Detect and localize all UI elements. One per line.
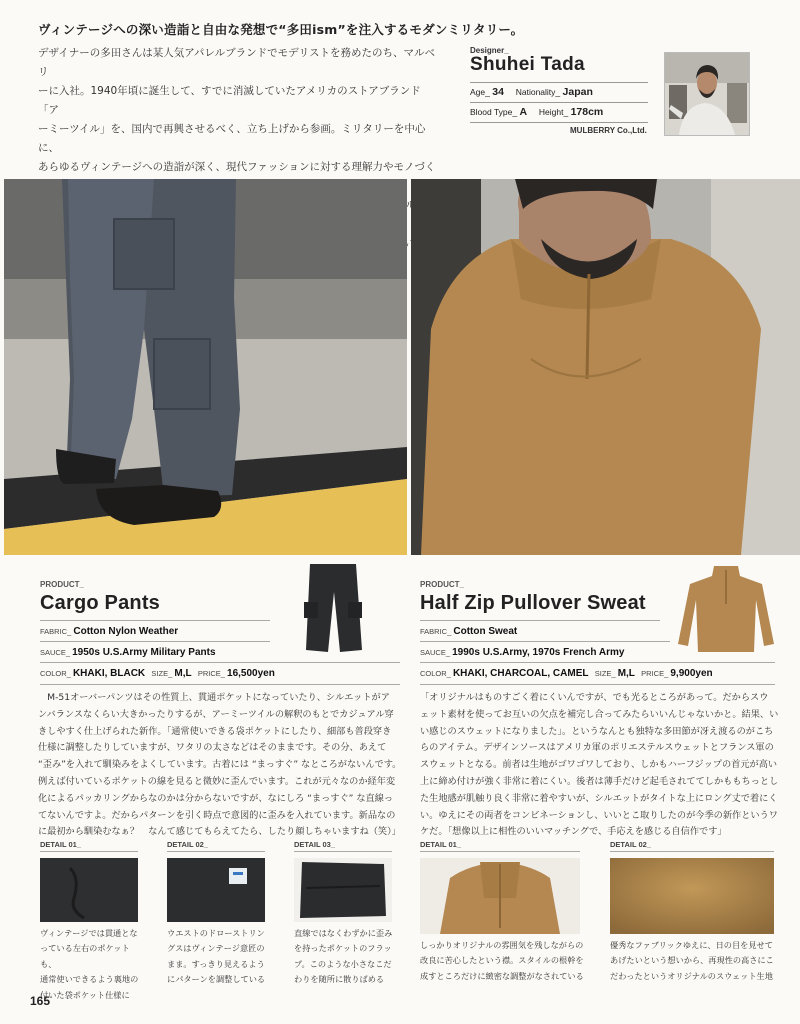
cargo-spec-block	[40, 620, 275, 688]
detail-caption	[610, 938, 786, 986]
height-label: Height_	[538, 107, 569, 117]
detail-photo-drawstring	[167, 858, 265, 922]
body-line: M-51オーバーパンツはその性質上、貫通ポケットになっていたり、シルエットがア	[38, 692, 390, 703]
sauce-row	[40, 641, 270, 663]
color-size-price-row	[420, 662, 775, 685]
blood-value: A	[519, 106, 528, 118]
detail-photo-flap	[294, 858, 392, 922]
designer-card	[470, 46, 650, 135]
card-divider	[470, 122, 648, 124]
price-value: 16,500yen	[227, 668, 275, 679]
color-label: COLOR_	[420, 669, 451, 678]
caption-line: あげたいという想いから、再現性の高さにこ	[610, 955, 774, 966]
body-line: 化によるパッカリングからなのかは分からないですが、なにしろ “まっすぐ” な直線っ	[38, 792, 394, 804]
blood-label: Blood Type_	[470, 107, 518, 117]
caption-line: まま。すっきり見えるよう	[167, 958, 265, 969]
designer-age-row	[470, 82, 648, 98]
age-label: Age_	[470, 87, 490, 97]
color-value: KHAKI, BLACK	[72, 668, 146, 679]
half-zip-sweat-photo	[411, 179, 800, 555]
body-line: 上に締め付けが強く非常に着にくい。後者は薄手だけど起毛されててしかももちっとし	[420, 775, 779, 787]
color-value: KHAKI, CHARCOAL, CAMEL	[452, 668, 589, 679]
body-line: スウェットとなる。前者は生地がゴワゴワしており、しかもハーフジップの首元が高い	[420, 759, 778, 771]
intro-line: あらゆるヴィンテージへの造詣が深く、現代ファッションに対する理解力やモノづく	[38, 161, 436, 173]
sauce-label: SAUCE_	[420, 648, 451, 657]
detail-photo-collar	[420, 858, 580, 934]
product-name: Cargo Pants	[40, 592, 161, 614]
caption-line: 直線ではなくわずかに歪み	[294, 928, 393, 938]
detail-label: DETAIL 01_	[420, 840, 580, 852]
detail-caption	[40, 926, 140, 1000]
sweat-description	[420, 690, 782, 841]
caption-line: っている左右のポケットも、	[40, 943, 130, 969]
caption-line: プ。このような小さなこだ	[294, 958, 392, 969]
fabric-row	[40, 620, 270, 642]
height-value: 178cm	[570, 106, 604, 118]
body-line: い。ゆえにその両者をコンビネーションし、いいとこ取りしたのが今季の新作というワ	[420, 809, 778, 821]
body-line: ケだ。「想像以上に相性のいいマッチングで、手応えを感じる自信作です」	[420, 826, 727, 838]
body-line: 「オリジナルはものすごく着にくいんですが、でも光るところがあって。だからスウ	[420, 692, 769, 703]
body-line: らのアイテム。デザインソースはアメリカ軍のポリエステルスウェットとフランス軍の	[420, 742, 774, 754]
body-line: 例えば付いているポケットの線を見ると微妙に歪んでいます。これが元々なのか経年変	[38, 775, 396, 787]
body-line: ンバランスなくらい大きかったりするが、アーミーツイルの解釈のもとでカジュアル穿	[38, 708, 394, 720]
caption-line: 改良に苦心したという襟。スタイルの根幹を	[420, 955, 584, 966]
color-label: COLOR_	[40, 669, 71, 678]
headline: ヴィンテージへの深い造詣と自由な発想で“多田ism”を注入するモダンミリタリー。	[38, 22, 524, 37]
designer-company: MULBERRY Co.,Ltd.	[570, 126, 647, 135]
caption-line: グスはヴィンテージ意匠の	[167, 943, 265, 954]
size-value: M,L	[174, 668, 192, 679]
intro-line: ーミーツイル」を、国内で再興させるべく、立ち上げから参画。ミリタリーを中心に、	[38, 123, 426, 154]
fabric-label: FABRIC_	[40, 627, 72, 636]
price-label: PRICE_	[197, 669, 225, 678]
body-line: “歪み”を入れて馴染みをよくしています。古着には “まっすぐ” なところがないんです。	[38, 759, 402, 771]
caption-line: ウエストのドローストリン	[167, 928, 265, 938]
caption-line: ヴィンテージでは貫通とな	[40, 928, 138, 938]
detail-photo-pocket	[40, 858, 138, 922]
caption-line: わりを随所に散りばめる	[294, 974, 385, 985]
caption-line: 優秀なファブリックゆえに、日の目を見せて	[610, 940, 773, 950]
cargo-pants-product-shot	[298, 562, 368, 654]
detail-caption	[167, 926, 267, 988]
fabric-row	[420, 620, 660, 642]
detail-label: DETAIL 02_	[167, 840, 265, 852]
product-label: PRODUCT_	[40, 580, 85, 589]
caption-line: にパターンを調整している	[167, 974, 266, 985]
fabric-value: Cotton Nylon Weather	[73, 626, 179, 637]
designer-portrait-photo	[664, 52, 750, 136]
body-line: てないんですよ。だからパターンを引く時点で意図的に歪みを入れています。新品なの	[38, 809, 396, 821]
nationality-label: Nationality_	[515, 87, 561, 97]
caption-line: 成すところだけに緻密な調整がなされている	[420, 970, 584, 981]
designer-label: Designer_	[470, 46, 509, 55]
body-line: に最初から馴染むなぁ？ なんて感じてもらえてたら、したり顔しちゃいますね（笑）」	[38, 826, 401, 838]
designer-name: Shuhei Tada	[470, 54, 585, 75]
product-label: PRODUCT_	[420, 580, 465, 589]
detail-label: DETAIL 03_	[294, 840, 392, 852]
fabric-value: Cotton Sweat	[453, 626, 518, 637]
page-number: 165	[30, 994, 51, 1008]
cargo-pants-description	[38, 690, 410, 841]
sauce-label: SAUCE_	[40, 648, 71, 657]
body-line: きしやすく仕上げられた新作。「通常使いできる袋ポケットにしたり、細部も普段穿き	[38, 725, 392, 737]
size-label: SIZE_	[151, 669, 173, 678]
detail-photo-fabric	[610, 858, 774, 934]
color-size-price-row	[40, 662, 400, 685]
caption-line: 付いた袋ポケット仕様に	[40, 989, 130, 1000]
body-line: ェット素材を使ってお互いの欠点を補完し合ってみたらいいんじゃないかと。結果、い	[420, 708, 779, 720]
detail-label: DETAIL 02_	[610, 840, 774, 852]
designer-blood-row	[470, 102, 648, 118]
price-label: PRICE_	[641, 669, 669, 678]
sweat-product-shot	[676, 560, 776, 654]
size-value: M,L	[617, 668, 635, 679]
detail-caption	[420, 938, 592, 986]
intro-line: ーに入社。1940年頃に誕生して、すでに消滅していたアメリカのストアブランド「ア	[38, 85, 421, 116]
age-value: 34	[492, 86, 504, 98]
intro-line: デザイナーの多田さんは某人気アパレルブランドでモデリストを務めたのち、マルベリ	[38, 47, 435, 78]
nationality-value: Japan	[562, 86, 593, 98]
sauce-value: 1990s U.S.Army, 1970s French Army	[452, 647, 625, 658]
fabric-label: FABRIC_	[420, 627, 452, 636]
sauce-row	[420, 641, 670, 663]
body-line: い感じのスウェットになりました」。というなんとも独特な多田節が冴え渡るのがこち	[420, 725, 774, 737]
sauce-value: 1950s U.S.Army Military Pants	[72, 647, 216, 658]
caption-line: だわったというオリジナルのスウェット生地	[610, 970, 773, 981]
caption-line: しっかりオリジナルの雰囲気を残しながらの	[420, 940, 584, 950]
caption-line: 通常使いできるよう裏地の	[40, 974, 139, 985]
caption-line: を持ったポケットのフラッ	[294, 943, 392, 954]
cargo-pants-photo	[4, 179, 407, 555]
detail-label: DETAIL 01_	[40, 840, 138, 852]
body-line: た生地感が肌触り良く非常に着やすいが、シルエットがタイトな上にロング丈で着にく	[420, 792, 778, 804]
body-line: 仕様に調整したりしていますが、ワタリの太さなどはそのままです。その分、あえて	[38, 742, 387, 754]
product-name: Half Zip Pullover Sweat	[420, 592, 646, 614]
detail-caption	[294, 926, 394, 988]
size-label: SIZE_	[594, 669, 616, 678]
price-value: 9,900yen	[670, 668, 713, 679]
